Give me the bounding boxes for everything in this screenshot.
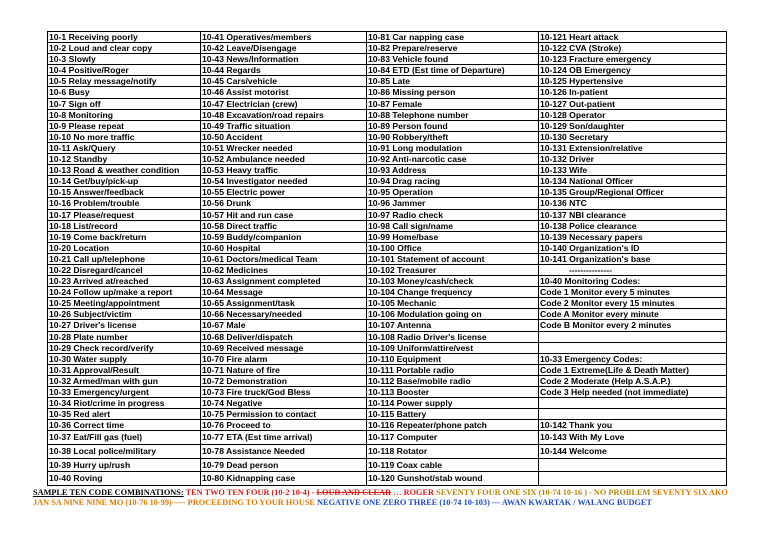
code-cell: 10-105 Mechanic — [367, 298, 539, 309]
code-cell: 10-78 Assistance Needed — [201, 444, 367, 458]
table-row — [48, 375, 727, 386]
code-cell: 10-128 Operator — [539, 109, 727, 120]
code-cell: 10-32 Armed/man with gun — [48, 375, 201, 386]
code-cell: 10-125 Hypertensive — [539, 76, 727, 87]
table-row — [48, 220, 727, 231]
code-cell: 10-123 Fracture emergency — [539, 54, 727, 65]
code-cell: 10-130 Secretary — [539, 131, 727, 142]
table-row — [48, 242, 727, 253]
table-row — [48, 276, 727, 287]
code-cell: 10-24 Follow up/make a report — [48, 287, 201, 298]
code-cell: 10-71 Nature of fire — [201, 364, 367, 375]
code-cell: 10-81 Car napping case — [367, 32, 539, 43]
code-cell: 10-5 Relay message/notify — [48, 76, 201, 87]
code-cell: 10-79 Dead person — [201, 458, 367, 472]
code-cell: 10-82 Prepare/reserve — [367, 43, 539, 54]
code-cell: 10-29 Check record/verify — [48, 342, 201, 353]
code-cell: Code 1 Extreme(Life & Death Matter) — [539, 364, 727, 375]
code-cell: 10-39 Hurry up/rush — [48, 458, 201, 472]
code-cell: 10-93 Address — [367, 165, 539, 176]
code-cell: 10-50 Accident — [201, 131, 367, 142]
code-cell: 10-12 Standby — [48, 154, 201, 165]
code-cell: 10-4 Positive/Roger — [48, 65, 201, 76]
code-cell: 10-137 NBI clearance — [539, 209, 727, 220]
code-cell: 10-38 Local police/military — [48, 444, 201, 458]
code-cell: 10-138 Police clearance — [539, 220, 727, 231]
code-cell: 10-54 Investigator needed — [201, 176, 367, 187]
code-cell: 10-90 Robbery/theft — [367, 131, 539, 142]
code-cell: Code A Monitor every minute — [539, 309, 727, 320]
code-cell: 10-88 Telephone number — [367, 109, 539, 120]
table-row — [48, 176, 727, 187]
code-cell: 10-47 Electrician (crew) — [201, 98, 367, 109]
code-cell: 10-107 Antenna — [367, 320, 539, 331]
code-cell: 10-100 Office — [367, 242, 539, 253]
code-cell — [539, 409, 727, 420]
code-cell: 10-97 Radio check — [367, 209, 539, 220]
code-cell: 10-36 Correct time — [48, 420, 201, 431]
code-cell: Code B Monitor every 2 minutes — [539, 320, 727, 331]
code-cell: 10-21 Call up/telephone — [48, 253, 201, 264]
code-cell: 10-101 Statement of account — [367, 253, 539, 264]
code-cell: 10-80 Kidnapping case — [201, 472, 367, 486]
sample-example-3: SEVENTY SIX AKO — [652, 488, 728, 497]
code-cell: 10-72 Demonstration — [201, 375, 367, 386]
code-cell: 10-62 Medicines — [201, 264, 367, 275]
code-cell: 10-6 Busy — [48, 87, 201, 98]
code-cell: 10-30 Water supply — [48, 353, 201, 364]
table-row — [48, 331, 727, 342]
code-cell: 10-35 Red alert — [48, 409, 201, 420]
table-row — [48, 120, 727, 131]
sample-example-3-cont: JAN SA NINE NINE MO (10-76 10-99)----- — [33, 498, 186, 508]
table-row — [48, 109, 727, 120]
table-row — [48, 309, 727, 320]
code-cell: 10-66 Necessary/needed — [201, 309, 367, 320]
table-row — [48, 353, 727, 364]
code-cell: 10-111 Portable radio — [367, 364, 539, 375]
sample-example-1-tail: … ROGER — [393, 488, 435, 497]
code-cell: 10-77 ETA (Est time arrival) — [201, 431, 367, 445]
code-cell: 10-58 Direct traffic — [201, 220, 367, 231]
code-cell: 10-57 Hit and run case — [201, 209, 367, 220]
sample-example-3-meaning: PROCEEDING TO YOUR HOUSE — [187, 498, 315, 508]
sample-example-4: NEGATIVE ONE ZERO THREE (10-74 10-103) --- AWAN KWARTAK / WALANG BUDGET — [317, 498, 652, 508]
table-row — [48, 131, 727, 142]
table-row — [48, 54, 727, 65]
code-cell: 10-140 Organization's ID — [539, 242, 727, 253]
code-cell: 10-109 Uniform/attire/vest — [367, 342, 539, 353]
code-cell: 10-136 NTC — [539, 198, 727, 209]
code-cell: 10-25 Meeting/appointment — [48, 298, 201, 309]
code-cell: 10-37 Eat/Fill gas (fuel) — [48, 431, 201, 445]
code-cell: 10-15 Answer/feedback — [48, 187, 201, 198]
code-cell: 10-31 Approval/Result — [48, 364, 201, 375]
table-row — [48, 420, 727, 431]
sample-line-2 — [33, 498, 763, 508]
code-cell: 10-51 Wrecker needed — [201, 142, 367, 153]
code-cell: 10-49 Traffic situation — [201, 120, 367, 131]
table-row — [48, 364, 727, 375]
table-row — [48, 444, 727, 458]
code-cell: 10-7 Sign off — [48, 98, 201, 109]
code-cell: 10-84 ETD (Est time of Departure) — [367, 65, 539, 76]
code-cell: 10-67 Male — [201, 320, 367, 331]
code-cell: 10-61 Doctors/medical Team — [201, 253, 367, 264]
table-row — [48, 209, 727, 220]
code-cell: 10-83 Vehicle found — [367, 54, 539, 65]
code-cell: 10-13 Road & weather condition — [48, 165, 201, 176]
code-cell: 10-139 Necessary papers — [539, 231, 727, 242]
code-cell: 10-8 Monitoring — [48, 109, 201, 120]
code-cell: 10-46 Assist motorist — [201, 87, 367, 98]
code-cell: 10-89 Person found — [367, 120, 539, 131]
table-row — [48, 65, 727, 76]
code-cell: Code 3 Help needed (not immediate) — [539, 387, 727, 398]
code-cell: 10-121 Heart attack — [539, 32, 727, 43]
code-cell: 10-120 Gunshot/stab wound — [367, 472, 539, 486]
code-cell: 10-34 Riot/crime in progress — [48, 398, 201, 409]
sample-line-1 — [33, 488, 763, 498]
code-cell: 10-135 Group/Regional Officer — [539, 187, 727, 198]
code-cell: Code 2 Moderate (Help A.S.A.P.) — [539, 375, 727, 386]
sample-example-2: SEVENTY FOUR ONE SIX (10-74 10-16 ) - NO PROBLEM — [436, 488, 651, 497]
code-cell: 10-41 Operatives/members — [201, 32, 367, 43]
code-cell: 10-112 Base/mobile radio — [367, 375, 539, 386]
table-row — [48, 253, 727, 264]
table-row — [48, 458, 727, 472]
table-row — [48, 87, 727, 98]
code-cell: 10-40 Roving — [48, 472, 201, 486]
code-cell: 10-40 Monitoring Codes: — [539, 276, 727, 287]
code-cell: 10-76 Proceed to — [201, 420, 367, 431]
code-cell: 10-2 Loud and clear copy — [48, 43, 201, 54]
code-cell: 10-22 Disregard/cancel — [48, 264, 201, 275]
code-cell: 10-27 Driver's license — [48, 320, 201, 331]
code-cell: 10-33 Emergency/urgent — [48, 387, 201, 398]
table-row — [48, 298, 727, 309]
sample-example-1-struck: LOUD AND CLEAR — [316, 488, 392, 497]
code-cell: 10-16 Problem/trouble — [48, 198, 201, 209]
code-cell: 10-143 With My Love — [539, 431, 727, 445]
code-cell: 10-124 OB Emergency — [539, 65, 727, 76]
code-cell — [539, 458, 727, 472]
code-cell: --------------- — [539, 264, 727, 275]
code-cell: 10-92 Anti-narcotic case — [367, 154, 539, 165]
code-cell: 10-43 News/Information — [201, 54, 367, 65]
code-cell: 10-68 Deliver/dispatch — [201, 331, 367, 342]
code-cell: 10-63 Assignment completed — [201, 276, 367, 287]
table-row — [48, 320, 727, 331]
table-row — [48, 32, 727, 43]
code-cell: 10-96 Jammer — [367, 198, 539, 209]
code-cell: 10-99 Home/base — [367, 231, 539, 242]
code-cell: 10-103 Money/cash/check — [367, 276, 539, 287]
table-row — [48, 198, 727, 209]
code-cell: 10-73 Fire truck/God Bless — [201, 387, 367, 398]
table-row — [48, 431, 727, 445]
table-row — [48, 398, 727, 409]
code-cell: 10-141 Organization's base — [539, 253, 727, 264]
code-cell: 10-98 Call sign/name — [367, 220, 539, 231]
code-cell: 10-52 Ambulance needed — [201, 154, 367, 165]
code-cell: 10-33 Emergency Codes: — [539, 353, 727, 364]
table-row — [48, 142, 727, 153]
code-cell: 10-131 Extension/relative — [539, 142, 727, 153]
code-cell: Code 1 Monitor every 5 minutes — [539, 287, 727, 298]
code-cell: 10-44 Regards — [201, 65, 367, 76]
code-cell: 10-116 Repeater/phone patch — [367, 420, 539, 431]
code-cell: 10-134 National Officer — [539, 176, 727, 187]
code-cell: 10-102 Treasurer — [367, 264, 539, 275]
code-cell — [539, 472, 727, 486]
sample-label: SAMPLE TEN CODE COMBINATIONS: — [33, 488, 184, 497]
table-row — [48, 76, 727, 87]
code-cell: 10-53 Heavy traffic — [201, 165, 367, 176]
code-cell: 10-9 Please repeat — [48, 120, 201, 131]
code-cell: 10-11 Ask/Query — [48, 142, 201, 153]
code-cell: 10-133 Wife — [539, 165, 727, 176]
table-row — [48, 43, 727, 54]
table-row — [48, 472, 727, 486]
code-cell: 10-114 Power supply — [367, 398, 539, 409]
code-cell: 10-1 Receiving poorly — [48, 32, 201, 43]
code-cell: 10-20 Location — [48, 242, 201, 253]
code-cell: 10-132 Driver — [539, 154, 727, 165]
code-cell: 10-45 Cars/vehicle — [201, 76, 367, 87]
code-cell: 10-10 No more traffic — [48, 131, 201, 142]
code-cell: 10-69 Received message — [201, 342, 367, 353]
code-cell: 10-119 Coax cable — [367, 458, 539, 472]
code-cell: 10-86 Missing person — [367, 87, 539, 98]
code-cell: 10-129 Son/daughter — [539, 120, 727, 131]
code-cell: 10-113 Booster — [367, 387, 539, 398]
ten-codes-table-body — [48, 32, 727, 486]
code-cell: 10-94 Drag racing — [367, 176, 539, 187]
code-cell — [539, 398, 727, 409]
table-row — [48, 165, 727, 176]
code-cell: 10-126 In-patient — [539, 87, 727, 98]
code-cell: 10-122 CVA (Stroke) — [539, 43, 727, 54]
code-cell — [539, 331, 727, 342]
sample-combinations — [33, 488, 763, 508]
code-cell: 10-95 Operation — [367, 187, 539, 198]
code-cell: 10-104 Change frequency — [367, 287, 539, 298]
code-cell: 10-117 Computer — [367, 431, 539, 445]
ten-codes-table — [47, 31, 727, 486]
code-cell: 10-64 Message — [201, 287, 367, 298]
code-cell: 10-3 Slowly — [48, 54, 201, 65]
code-cell: 10-56 Drunk — [201, 198, 367, 209]
code-cell: 10-110 Equipment — [367, 353, 539, 364]
table-row — [48, 409, 727, 420]
code-cell: 10-87 Female — [367, 98, 539, 109]
code-cell: 10-48 Excavation/road repairs — [201, 109, 367, 120]
code-cell: 10-65 Assignment/task — [201, 298, 367, 309]
code-cell: 10-85 Late — [367, 76, 539, 87]
code-cell: 10-42 Leave/Disengage — [201, 43, 367, 54]
code-cell: 10-115 Battery — [367, 409, 539, 420]
sample-example-1: TEN TWO TEN FOUR (10-2 10-4) - — [185, 488, 315, 497]
code-cell: 10-106 Modulation going on — [367, 309, 539, 320]
code-cell: 10-18 List/record — [48, 220, 201, 231]
code-cell: 10-108 Radio Driver's license — [367, 331, 539, 342]
table-row — [48, 154, 727, 165]
code-cell: 10-75 Permission to contact — [201, 409, 367, 420]
table-row — [48, 342, 727, 353]
code-cell: 10-70 Fire alarm — [201, 353, 367, 364]
code-cell: 10-144 Welcome — [539, 444, 727, 458]
code-cell: Code 2 Monitor every 15 minutes — [539, 298, 727, 309]
code-cell: 10-19 Come back/return — [48, 231, 201, 242]
table-row — [48, 187, 727, 198]
code-cell: 10-142 Thank you — [539, 420, 727, 431]
code-cell: 10-60 Hospital — [201, 242, 367, 253]
code-cell: 10-14 Get/buy/pick-up — [48, 176, 201, 187]
code-cell: 10-55 Electric power — [201, 187, 367, 198]
code-cell: 10-127 Out-patient — [539, 98, 727, 109]
table-row — [48, 231, 727, 242]
code-cell — [539, 342, 727, 353]
code-cell: 10-28 Plate number — [48, 331, 201, 342]
code-cell: 10-26 Subject/victim — [48, 309, 201, 320]
code-cell: 10-17 Please/request — [48, 209, 201, 220]
table-row — [48, 387, 727, 398]
code-cell: 10-91 Long modulation — [367, 142, 539, 153]
code-cell: 10-23 Arrived at/reached — [48, 276, 201, 287]
table-row — [48, 264, 727, 275]
table-row — [48, 287, 727, 298]
code-cell: 10-59 Buddy/companion — [201, 231, 367, 242]
code-cell: 10-118 Rotator — [367, 444, 539, 458]
code-cell: 10-74 Negative — [201, 398, 367, 409]
table-row — [48, 98, 727, 109]
